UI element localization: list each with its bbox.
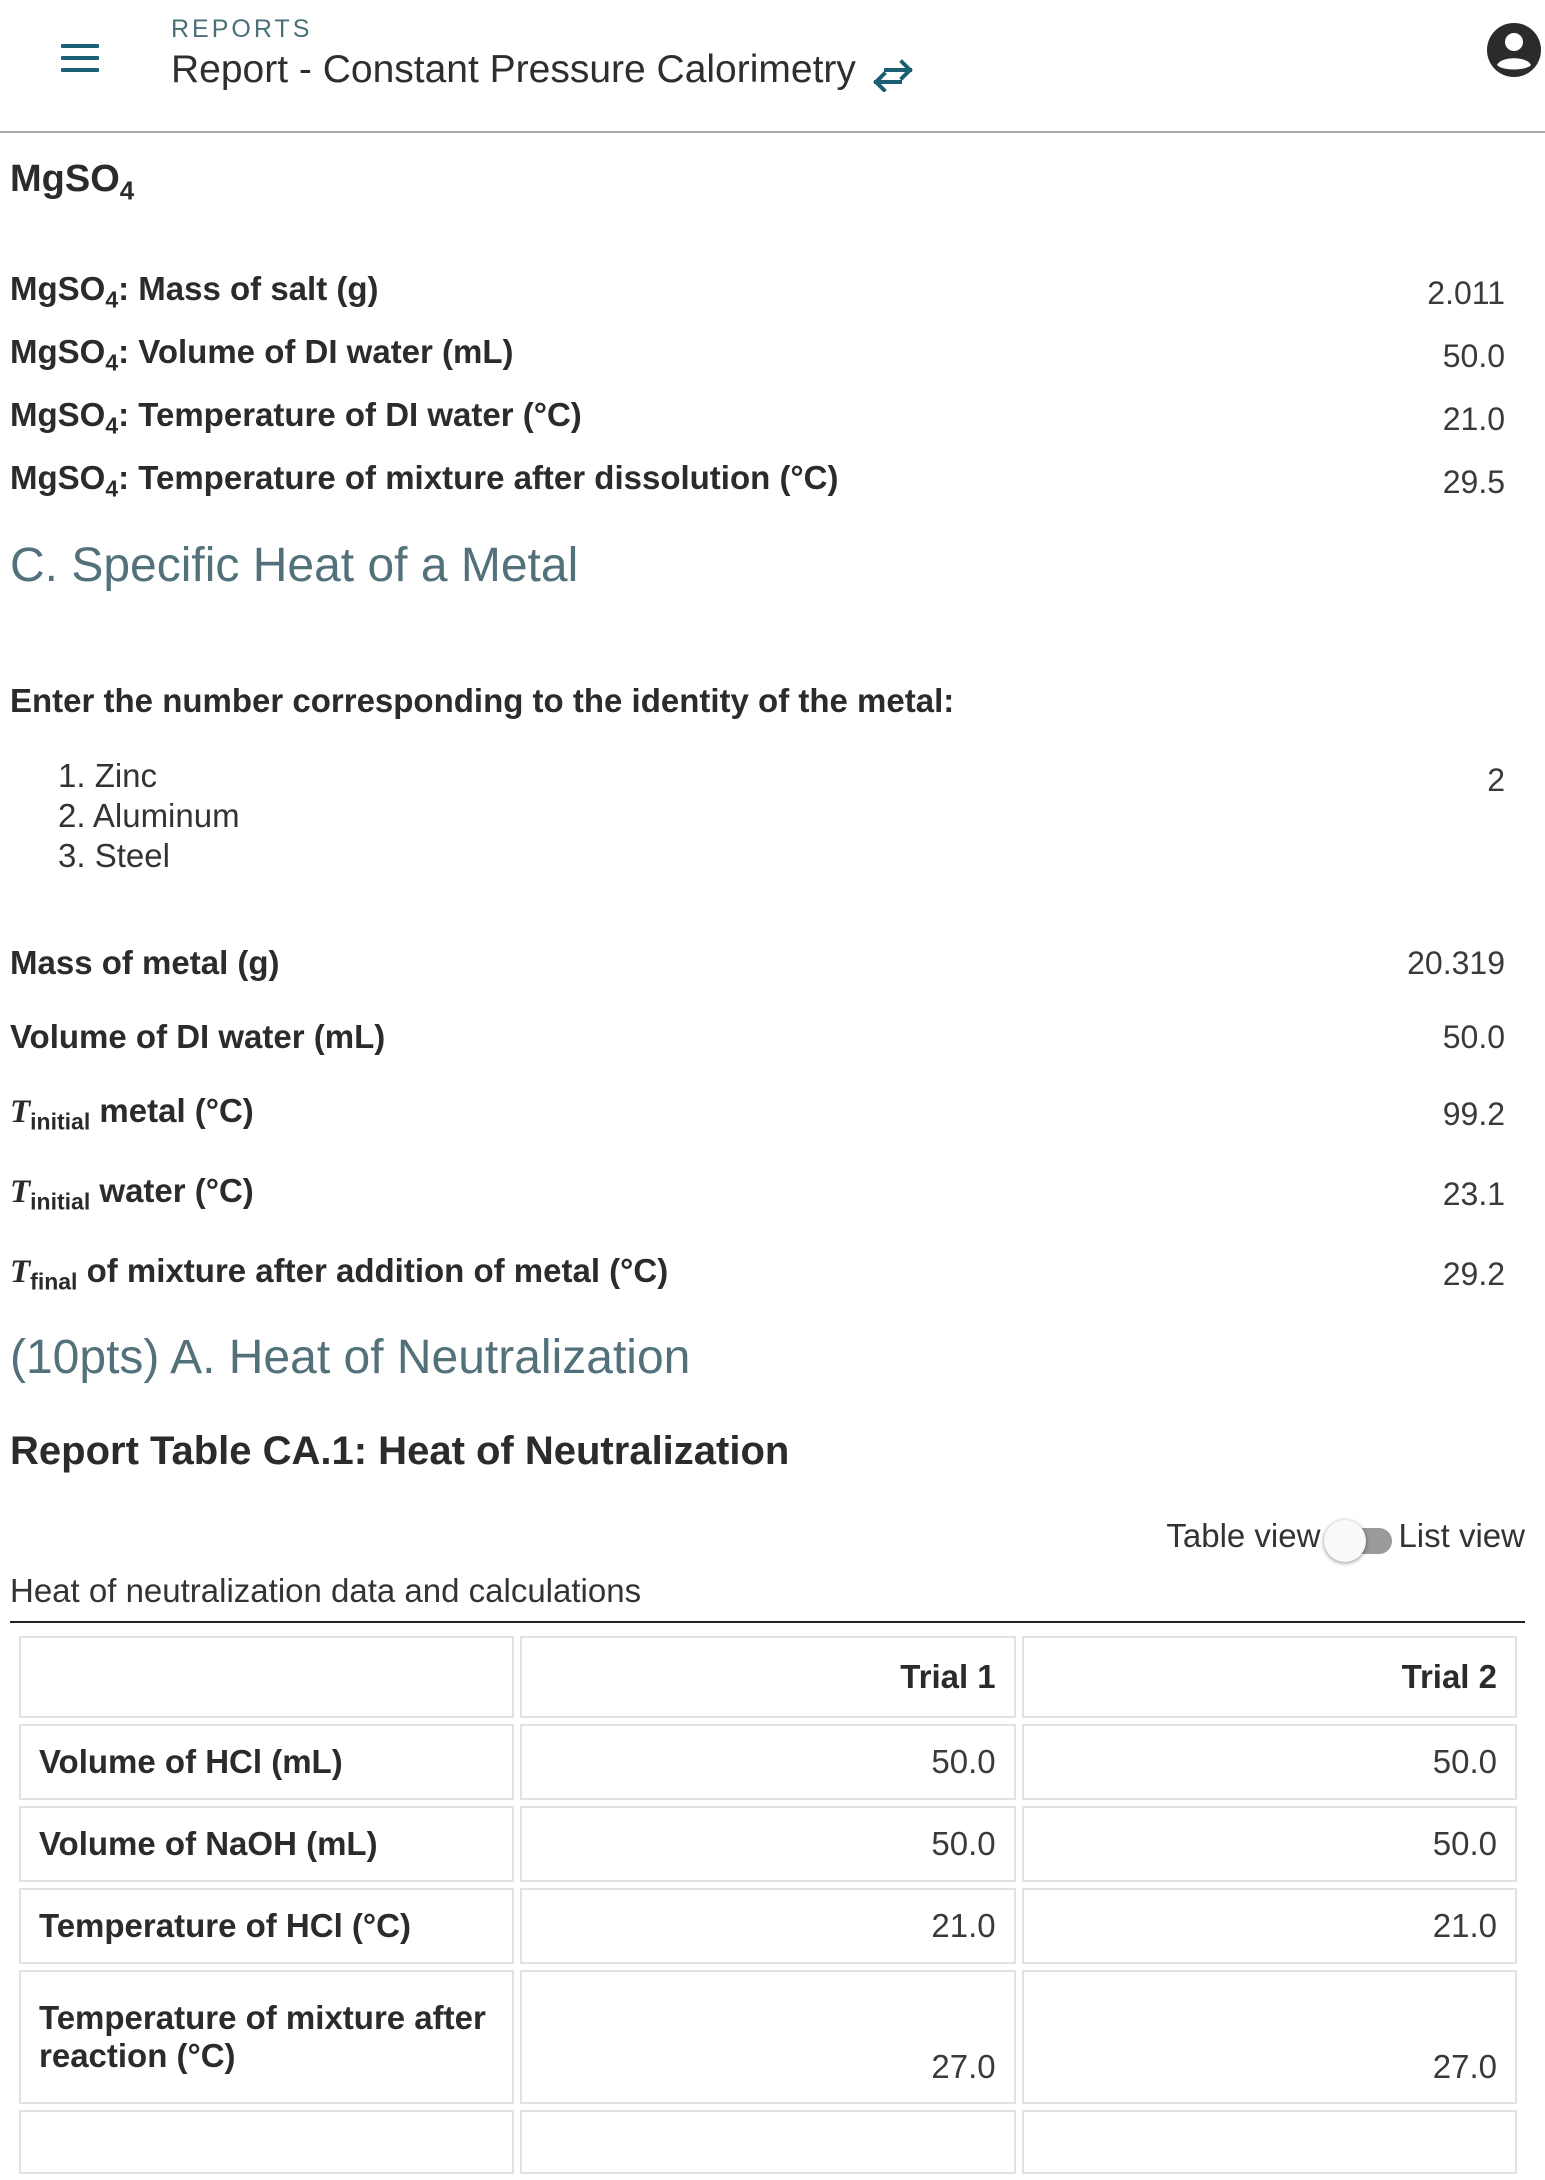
page-title: Report - Constant Pressure Calorimetry	[171, 48, 856, 91]
salt-mass-value[interactable]: 2.011	[1427, 275, 1505, 311]
table-caption: Heat of neutralization data and calculations	[10, 1572, 642, 1609]
trial-1-cell[interactable]: 27.0	[520, 1970, 1015, 2104]
trial-1-cell[interactable]	[520, 2110, 1015, 2174]
metal-option: 2. Aluminum	[58, 797, 240, 834]
t-initial-metal-value[interactable]: 99.2	[1442, 1096, 1505, 1132]
salt-mixture-temp-value[interactable]: 29.5	[1442, 464, 1505, 500]
table-view-label: Table view	[1166, 1517, 1321, 1554]
table-row	[19, 1888, 1517, 1964]
table-divider	[10, 1621, 1525, 1623]
table-header-cell: Trial 2	[1022, 1636, 1517, 1718]
table-row	[19, 1806, 1517, 1882]
trial-1-cell[interactable]: 21.0	[520, 1888, 1015, 1964]
metal-water-volume-value[interactable]: 50.0	[1442, 1019, 1505, 1055]
salt-volume-value[interactable]: 50.0	[1442, 338, 1505, 374]
table-row	[19, 2110, 1517, 2174]
row-label	[19, 2110, 514, 2174]
salt-water-temp-value[interactable]: 21.0	[1442, 401, 1505, 437]
trial-1-cell[interactable]: 50.0	[520, 1806, 1015, 1882]
salt-name: MgSO	[10, 158, 120, 200]
table-header-cell: Trial 1	[520, 1636, 1015, 1718]
metal-option: 3. Steel	[58, 837, 170, 874]
table-header-cell	[19, 1636, 514, 1718]
menu-icon[interactable]	[57, 36, 107, 80]
trial-2-cell[interactable]: 50.0	[1022, 1724, 1517, 1800]
list-view-label: List view	[1398, 1517, 1525, 1554]
salt-section-title	[10, 158, 134, 207]
row-label: Temperature of mixture after reaction (°C)	[19, 1970, 514, 2104]
t-initial-water-value[interactable]: 23.1	[1442, 1176, 1505, 1212]
metal-identity-value[interactable]: 2	[1487, 762, 1505, 798]
trial-2-cell[interactable]: 21.0	[1022, 1888, 1517, 1964]
section-a-heading: (10pts) A. Heat of Neutralization	[10, 1331, 691, 1384]
view-switch[interactable]	[1324, 1512, 1394, 1560]
trial-2-cell[interactable]: 50.0	[1022, 1806, 1517, 1882]
salt-row-label: MgSO$_4$: Volume of DI water (mL)	[10, 333, 514, 376]
row-label: Temperature of HCl (°C)	[19, 1888, 514, 1964]
metal-options-list	[58, 756, 240, 876]
metal-water-volume-label: Volume of DI water (mL)	[10, 1018, 386, 1055]
table-row	[19, 1970, 1517, 2104]
t-final-label: $T_{final}$ of mixture after addition of metal (°C)	[10, 1252, 669, 1295]
t-initial-water-label: $T_{initial}$ water (°C)	[10, 1172, 254, 1215]
t-initial-metal-label: $T_{initial}$ metal (°C)	[10, 1092, 254, 1135]
metal-identity-prompt: Enter the number corresponding to the identity of the metal:	[10, 682, 955, 719]
salt-subscript: 4	[119, 175, 135, 206]
salt-row-label: MgSO$_4$: Mass of salt (g)	[10, 270, 379, 313]
table-header-row	[19, 1636, 1517, 1718]
metal-mass-value[interactable]: 20.319	[1407, 945, 1505, 981]
trial-2-cell[interactable]	[1022, 2110, 1517, 2174]
row-label: Volume of HCl (mL)	[19, 1724, 514, 1800]
metal-option: 1. Zinc	[58, 757, 158, 794]
switch-knob[interactable]	[1324, 1520, 1366, 1562]
metal-mass-label: Mass of metal (g)	[10, 944, 280, 981]
trial-2-cell[interactable]: 27.0	[1022, 1970, 1517, 2104]
report-table-title: Report Table CA.1: Heat of Neutralization	[10, 1429, 790, 1473]
app-bar	[0, 0, 1545, 133]
neutralization-table	[13, 1630, 1523, 2180]
breadcrumb[interactable]: REPORTS	[171, 15, 313, 43]
account-circle-icon[interactable]	[1486, 22, 1542, 78]
section-c-heading: C. Specific Heat of a Metal	[10, 539, 579, 592]
salt-row-label: MgSO$_4$: Temperature of mixture after dissolution (°C)	[10, 459, 839, 502]
row-label: Volume of NaOH (mL)	[19, 1806, 514, 1882]
trial-1-cell[interactable]: 50.0	[520, 1724, 1015, 1800]
view-toggle	[1166, 1512, 1525, 1560]
table-row	[19, 1724, 1517, 1800]
salt-row-label: MgSO$_4$: Temperature of DI water (°C)	[10, 396, 582, 439]
t-final-value[interactable]: 29.2	[1442, 1256, 1505, 1292]
swap-horizontal-icon[interactable]	[872, 56, 914, 92]
